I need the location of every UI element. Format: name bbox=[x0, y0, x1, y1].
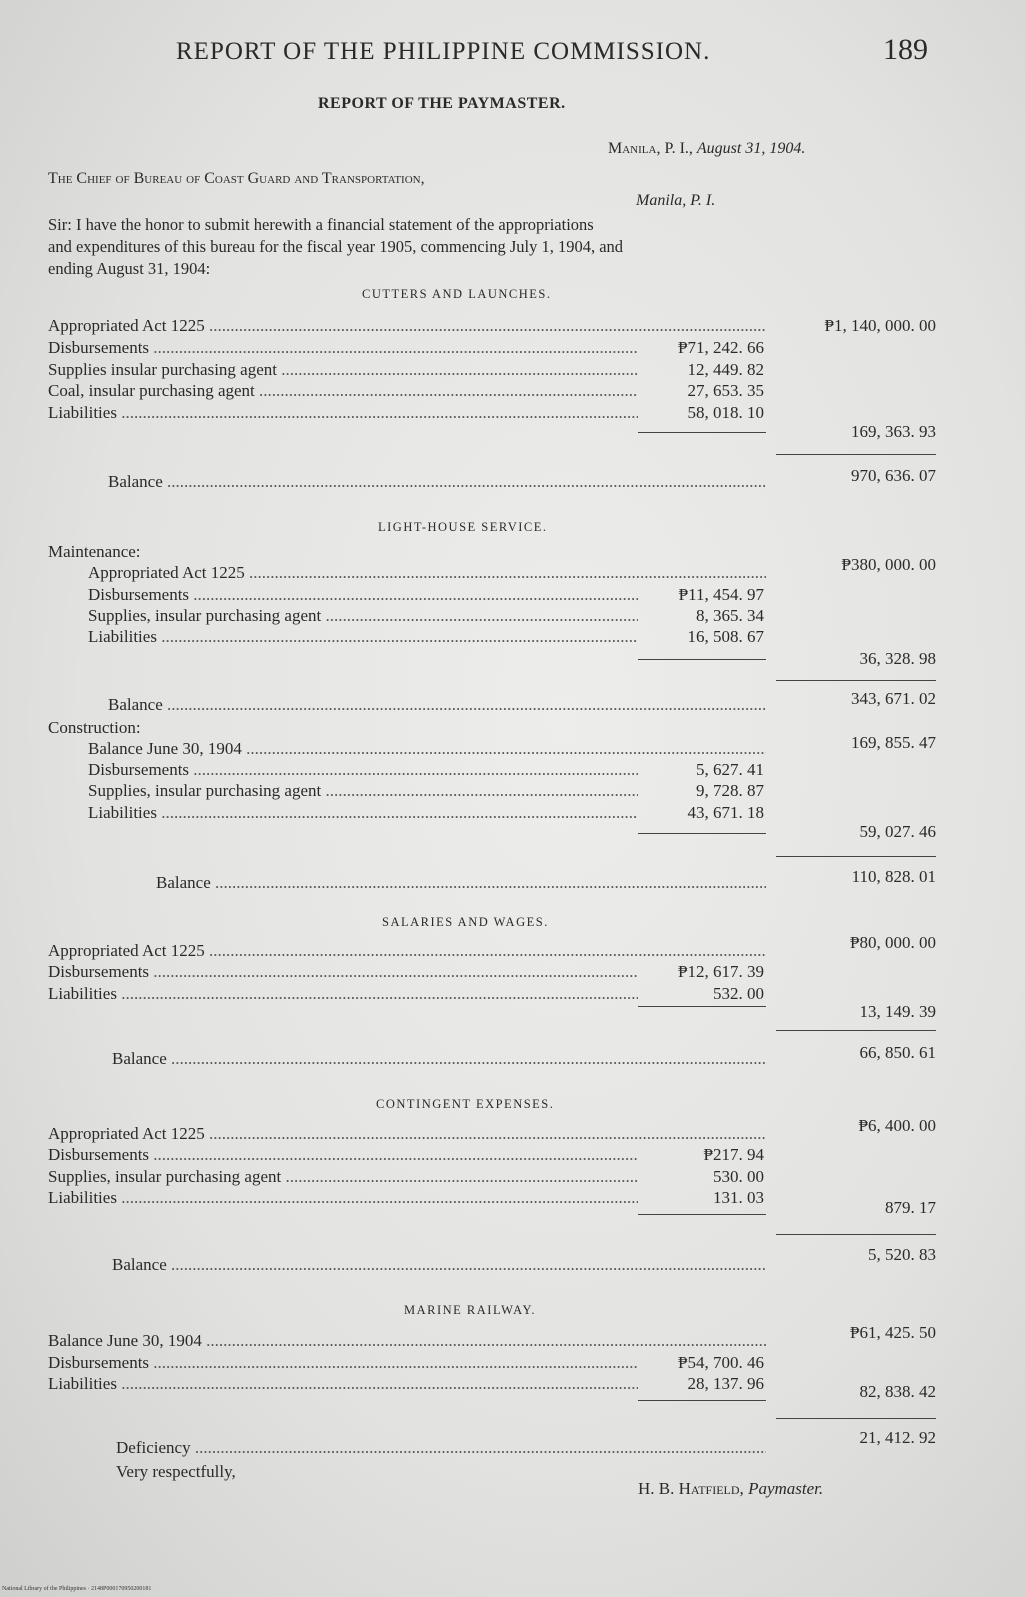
table-row bbox=[0, 1323, 1025, 1353]
table-row bbox=[0, 338, 1025, 360]
table-row bbox=[0, 822, 1025, 844]
row-label: Liabilities ..... bbox=[48, 984, 638, 1006]
dateline-place: Manila, P. I., bbox=[608, 140, 693, 157]
row-label: Liabilities ..... bbox=[48, 403, 638, 425]
maintenance-label: Maintenance: bbox=[48, 542, 141, 561]
signer-name: H. B. Hatfield, bbox=[638, 1479, 744, 1498]
table-row bbox=[0, 1245, 1025, 1277]
scan-footer: National Library of the Philippines · 2148P000170950200181 bbox=[2, 1586, 152, 1592]
table-row bbox=[0, 585, 1025, 607]
row-amount: ₱54, 700. 46 bbox=[678, 1353, 764, 1372]
row-amount: 532. 00 bbox=[713, 984, 764, 1003]
table-row bbox=[0, 867, 1025, 895]
row-label: Disbursements ..... bbox=[48, 338, 638, 360]
row-label: Supplies, insular purchasing agent ..... bbox=[88, 606, 638, 628]
row-amount: 27, 653. 35 bbox=[687, 381, 764, 400]
dateline-date: August 31, 1904. bbox=[696, 140, 806, 157]
table-row bbox=[0, 733, 1025, 761]
row-label: Liabilities ..... bbox=[48, 1188, 638, 1210]
row-amount: 343, 671. 02 bbox=[851, 689, 936, 708]
row-amount: 970, 636. 07 bbox=[851, 466, 936, 485]
total-rule bbox=[776, 856, 936, 857]
table-row bbox=[0, 466, 1025, 494]
addressee-city: Manila, P. I. bbox=[636, 192, 716, 209]
row-total: 13, 149. 39 bbox=[859, 1002, 936, 1021]
row-total: 82, 838. 42 bbox=[859, 1382, 936, 1401]
row-amount: 530. 00 bbox=[713, 1167, 764, 1186]
table-row bbox=[0, 760, 1025, 782]
table-row bbox=[0, 381, 1025, 403]
row-label: Disbursements ..... bbox=[88, 585, 638, 607]
total-rule bbox=[776, 454, 936, 455]
table-row bbox=[0, 1428, 1025, 1460]
table-row bbox=[0, 1382, 1025, 1404]
row-label: Appropriated Act 1225 ..... bbox=[48, 316, 766, 338]
row-amount: ₱217. 94 bbox=[703, 1145, 764, 1164]
table-row bbox=[0, 627, 1025, 649]
total-rule bbox=[776, 1234, 936, 1235]
row-label: Balance June 30, 1904 ..... bbox=[48, 1331, 766, 1353]
total-rule bbox=[776, 680, 936, 681]
table-row bbox=[0, 1043, 1025, 1071]
row-amount: 5, 627. 41 bbox=[696, 760, 764, 779]
table-row bbox=[0, 1002, 1025, 1024]
row-label: Appropriated Act 1225 ..... bbox=[88, 563, 766, 585]
table-row bbox=[0, 316, 1025, 338]
report-heading: REPORT OF THE PAYMASTER. bbox=[318, 95, 566, 112]
table-row bbox=[0, 1145, 1025, 1167]
table-row bbox=[0, 1353, 1025, 1375]
row-amount: 12, 449. 82 bbox=[687, 360, 764, 379]
table-row bbox=[0, 933, 1025, 963]
row-label: Disbursements ..... bbox=[48, 1145, 638, 1167]
section-title-contingent: CONTINGENT EXPENSES. bbox=[376, 1097, 555, 1111]
row-amount: 169, 855. 47 bbox=[851, 733, 936, 752]
row-amount: 16, 508. 67 bbox=[687, 627, 764, 646]
row-label: Supplies, insular purchasing agent ..... bbox=[88, 781, 638, 803]
intro-line-1: Sir: I have the honor to submit herewith a financial statement of the appropriations bbox=[48, 215, 594, 234]
row-label: Supplies insular purchasing agent ..... bbox=[48, 360, 638, 382]
row-label: Liabilities ..... bbox=[88, 803, 638, 825]
row-label: Balance ..... bbox=[112, 1049, 766, 1071]
row-total: 169, 363. 93 bbox=[851, 422, 936, 441]
row-label: Disbursements ..... bbox=[88, 760, 638, 782]
running-title: REPORT OF THE PHILIPPINE COMMISSION. bbox=[176, 38, 711, 65]
row-amount: 21, 412. 92 bbox=[859, 1428, 936, 1447]
row-label: Liabilities ..... bbox=[48, 1374, 638, 1396]
row-label: Balance ..... bbox=[156, 873, 766, 895]
table-row bbox=[0, 422, 1025, 444]
table-row bbox=[0, 689, 1025, 717]
row-amount: ₱1, 140, 000. 00 bbox=[824, 316, 936, 335]
row-amount: ₱12, 617. 39 bbox=[678, 962, 764, 981]
table-row bbox=[0, 360, 1025, 382]
row-amount: 66, 850. 61 bbox=[859, 1043, 936, 1062]
section-title-cutters: CUTTERS AND LAUNCHES. bbox=[362, 287, 552, 301]
row-amount: 5, 520. 83 bbox=[868, 1245, 936, 1264]
signature bbox=[638, 1479, 823, 1499]
row-amount: 110, 828. 01 bbox=[851, 867, 936, 886]
row-amount: ₱11, 454. 97 bbox=[678, 585, 764, 604]
table-row bbox=[0, 1198, 1025, 1220]
row-label: Appropriated Act 1225 ..... bbox=[48, 1124, 766, 1146]
section-title-railway: MARINE RAILWAY. bbox=[404, 1303, 536, 1317]
row-total: 59, 027. 46 bbox=[859, 822, 936, 841]
row-amount: 131. 03 bbox=[713, 1188, 764, 1207]
row-amount: 43, 671. 18 bbox=[687, 803, 764, 822]
dateline bbox=[608, 140, 805, 158]
row-total: 36, 328. 98 bbox=[859, 649, 936, 668]
row-amount: 58, 018. 10 bbox=[687, 403, 764, 422]
valediction: Very respectfully, bbox=[116, 1462, 236, 1481]
table-row bbox=[0, 649, 1025, 671]
row-label: Balance ..... bbox=[108, 472, 766, 494]
row-total: 879. 17 bbox=[885, 1198, 936, 1217]
signer-title: Paymaster. bbox=[748, 1479, 824, 1498]
table-row bbox=[0, 1167, 1025, 1189]
construction-label: Construction: bbox=[48, 718, 141, 737]
row-label: Balance ..... bbox=[112, 1255, 766, 1277]
row-label: Coal, insular purchasing agent ..... bbox=[48, 381, 638, 403]
page-number: 189 bbox=[883, 33, 928, 66]
table-row bbox=[0, 962, 1025, 984]
row-label: Balance ..... bbox=[108, 695, 766, 717]
row-amount: ₱6, 400. 00 bbox=[858, 1116, 936, 1135]
table-row bbox=[0, 781, 1025, 803]
row-amount: 8, 365. 34 bbox=[696, 606, 764, 625]
row-amount: 9, 728. 87 bbox=[696, 781, 764, 800]
row-amount: ₱80, 000. 00 bbox=[850, 933, 936, 952]
intro-line-2: and expenditures of this bureau for the fiscal year 1905, commencing July 1, 1904, and bbox=[48, 237, 624, 256]
row-label: Supplies, insular purchasing agent ..... bbox=[48, 1167, 638, 1189]
section-title-salaries: SALARIES AND WAGES. bbox=[382, 915, 549, 929]
table-row bbox=[0, 1116, 1025, 1146]
row-label: Disbursements ..... bbox=[48, 962, 638, 984]
section-title-lighthouse: LIGHT-HOUSE SERVICE. bbox=[378, 520, 548, 534]
row-label: Disbursements ..... bbox=[48, 1353, 638, 1375]
table-row bbox=[0, 606, 1025, 628]
total-rule bbox=[776, 1418, 936, 1419]
row-label: Liabilities ..... bbox=[88, 627, 638, 649]
row-label: Balance June 30, 1904 ..... bbox=[88, 739, 766, 761]
intro-line-3: ending August 31, 1904: bbox=[48, 259, 211, 278]
row-amount: ₱61, 425. 50 bbox=[850, 1323, 936, 1342]
row-amount: ₱380, 000. 00 bbox=[841, 555, 936, 574]
total-rule bbox=[776, 1030, 936, 1031]
row-label: Appropriated Act 1225 ..... bbox=[48, 941, 766, 963]
table-row bbox=[0, 555, 1025, 585]
addressee: The Chief of Bureau of Coast Guard and Transportation, bbox=[48, 170, 425, 187]
row-amount: ₱71, 242. 66 bbox=[678, 338, 764, 357]
row-label: Deficiency ..... bbox=[116, 1438, 766, 1460]
row-amount: 28, 137. 96 bbox=[687, 1374, 764, 1393]
